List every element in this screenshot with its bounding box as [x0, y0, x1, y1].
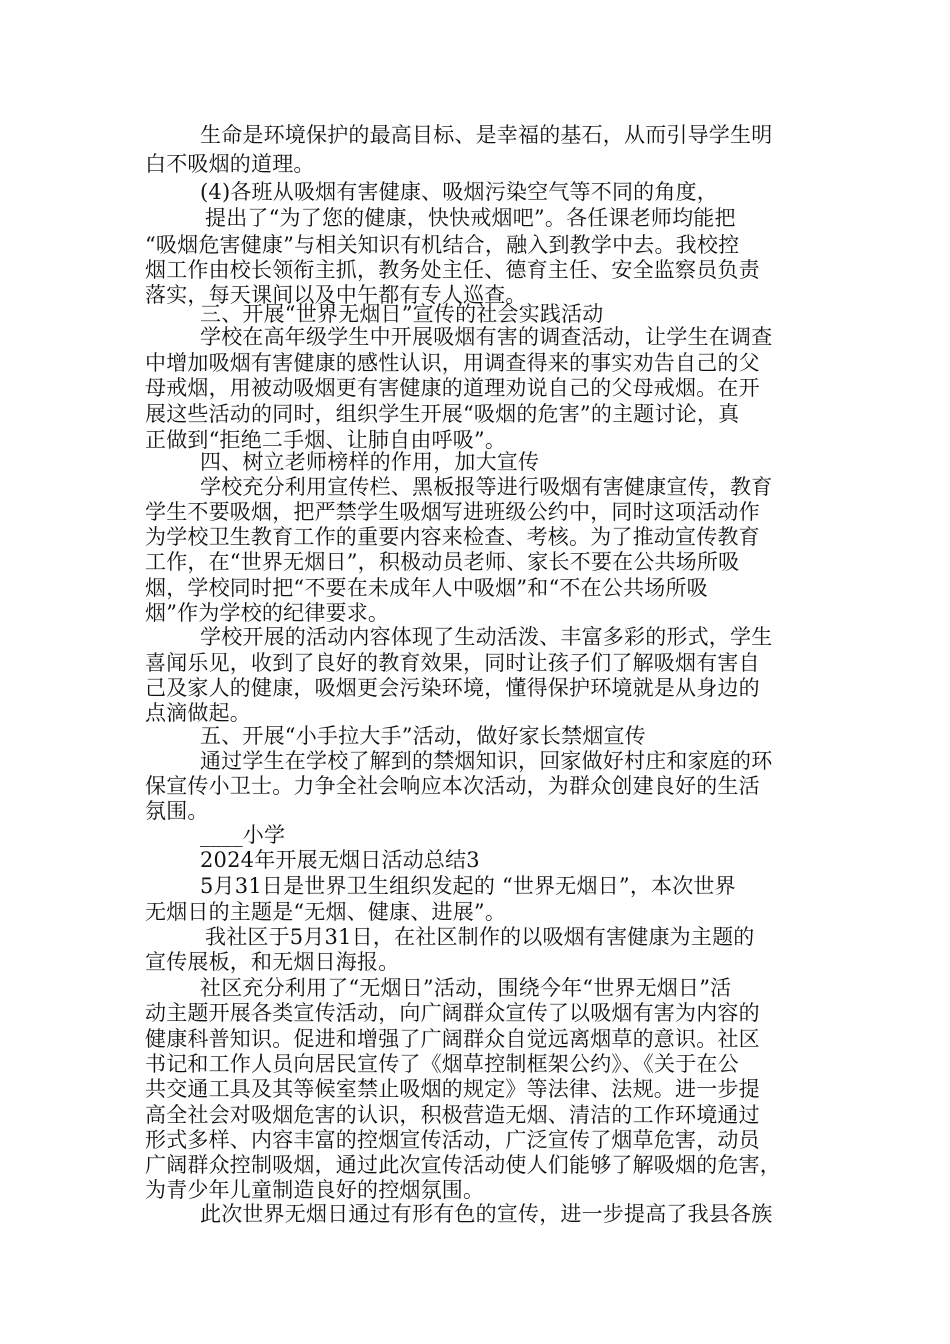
text-line: 烟工作由校长领衔主抓，教务处主任、德育主任、安全监察员负责 [145, 258, 760, 282]
section-heading: 三、开展“世界无烟日”宣传的社会实践活动 [200, 302, 604, 326]
text-line: 烟”作为学校的纪律要求。 [145, 601, 390, 625]
text-line: 为青少年儿童制造良好的控烟氛围。 [145, 1178, 485, 1202]
text-line: 学生不要吸烟，把严禁学生吸烟写进班级公约中，同时这项活动作 [145, 500, 760, 524]
section-heading: 五、开展“小手拉大手”活动，做好家长禁烟宣传 [200, 724, 646, 748]
text-line: 正做到“拒绝二手烟、让肺自由呼吸”。 [145, 428, 507, 452]
text-line: 中增加吸烟有害健康的感性认识，用调查得来的事实劝告自己的父 [145, 351, 760, 375]
text-line: 为学校卫生教育工作的重要内容来检查、考核。为了推动宣传教育 [145, 525, 760, 549]
text-line: 白不吸烟的道理。 [145, 152, 315, 176]
text-line: 动主题开展各类宣传活动，向广阔群众宣传了以吸烟有害为内容的 [145, 1001, 760, 1025]
text-line: 通过学生在学校了解到的禁烟知识，回家做好村庄和家庭的环 [200, 749, 773, 773]
section-heading: 四、树立老师榜样的作用，加大宣传 [200, 450, 540, 474]
text-line: 我社区于5月31日，在社区制作的以吸烟有害健康为主题的 [205, 925, 755, 949]
text-line: (4)各班从吸烟有害健康、吸烟污染空气等不同的角度， [200, 180, 718, 204]
text-line: 落实，每天课间以及中午都有专人巡查。 [145, 283, 527, 307]
text-line: 5月31日是世界卫生组织发起的 “世界无烟日”，本次世界 [200, 874, 736, 898]
text-line: 社区充分利用了“无烟日”活动，围绕今年“世界无烟日”活 [200, 976, 732, 1000]
text-line: 高全社会对吸烟危害的认识，积极营造无烟、清洁的工作环境通过 [145, 1103, 760, 1127]
text-line: 广阔群众控制吸烟，通过此次宣传活动使人们能够了解吸烟的危害， [145, 1153, 781, 1177]
text-line: 工作，在“世界无烟日”，积极动员老师、家长不要在公共场所吸 [145, 550, 740, 574]
text-line: 学校充分利用宣传栏、黑板报等进行吸烟有害健康宣传，教育 [200, 475, 773, 499]
text-line: 喜闻乐见，收到了良好的教育效果，同时让孩子们了解吸烟有害自 [145, 651, 760, 675]
text-line: “吸烟危害健康”与相关知识有机结合，融入到教学中去。我校控 [145, 233, 740, 257]
text-line: 共交通工具及其等候室禁止吸烟的规定》等法律、法规。进一步提 [145, 1077, 760, 1101]
text-line: 保宣传小卫士。力争全社会响应本次活动，为群众创建良好的生活 [145, 774, 760, 798]
text-line: 健康科普知识。促进和增强了广阔群众自觉远离烟草的意识。社区 [145, 1027, 760, 1051]
text-line: 宣传展板，和无烟日海报。 [145, 950, 400, 974]
text-line: 学校在高年级学生中开展吸烟有害的调查活动，让学生在调查 [200, 325, 773, 349]
text-line: 展这些活动的同时，组织学生开展“吸烟的危害”的主题讨论，真 [145, 402, 740, 426]
signature-line: ____小学 [200, 823, 286, 847]
text-line: 提出了“为了您的健康，快快戒烟吧”。各任课老师均能把 [205, 206, 736, 230]
text-line: 生命是环境保护的最高目标、是幸福的基石，从而引导学生明 [200, 123, 773, 147]
text-line: 此次世界无烟日通过有形有色的宣传，进一步提高了我县各族 [200, 1202, 773, 1226]
text-line: 形式多样、内容丰富的控烟宣传活动，广泛宣传了烟草危害，动员 [145, 1128, 760, 1152]
text-line: 书记和工作人员向居民宣传了《烟草控制框架公约》、《关于在公 [145, 1052, 739, 1076]
text-line: 己及家人的健康，吸烟更会污染环境，懂得保护环境就是从身边的 [145, 676, 760, 700]
document-title: 2024年开展无烟日活动总结3 [200, 848, 480, 872]
text-line: 烟，学校同时把“不要在未成年人中吸烟”和“不在公共场所吸 [145, 576, 708, 600]
text-line: 点滴做起。 [145, 701, 251, 725]
text-line: 母戒烟，用被动吸烟更有害健康的道理劝说自己的父母戒烟。在开 [145, 376, 760, 400]
text-line: 学校开展的活动内容体现了生动活泼、丰富多彩的形式，学生 [200, 625, 773, 649]
text-line: 氛围。 [145, 799, 209, 823]
text-line: 无烟日的主题是“无烟、健康、进展”。 [145, 900, 507, 924]
